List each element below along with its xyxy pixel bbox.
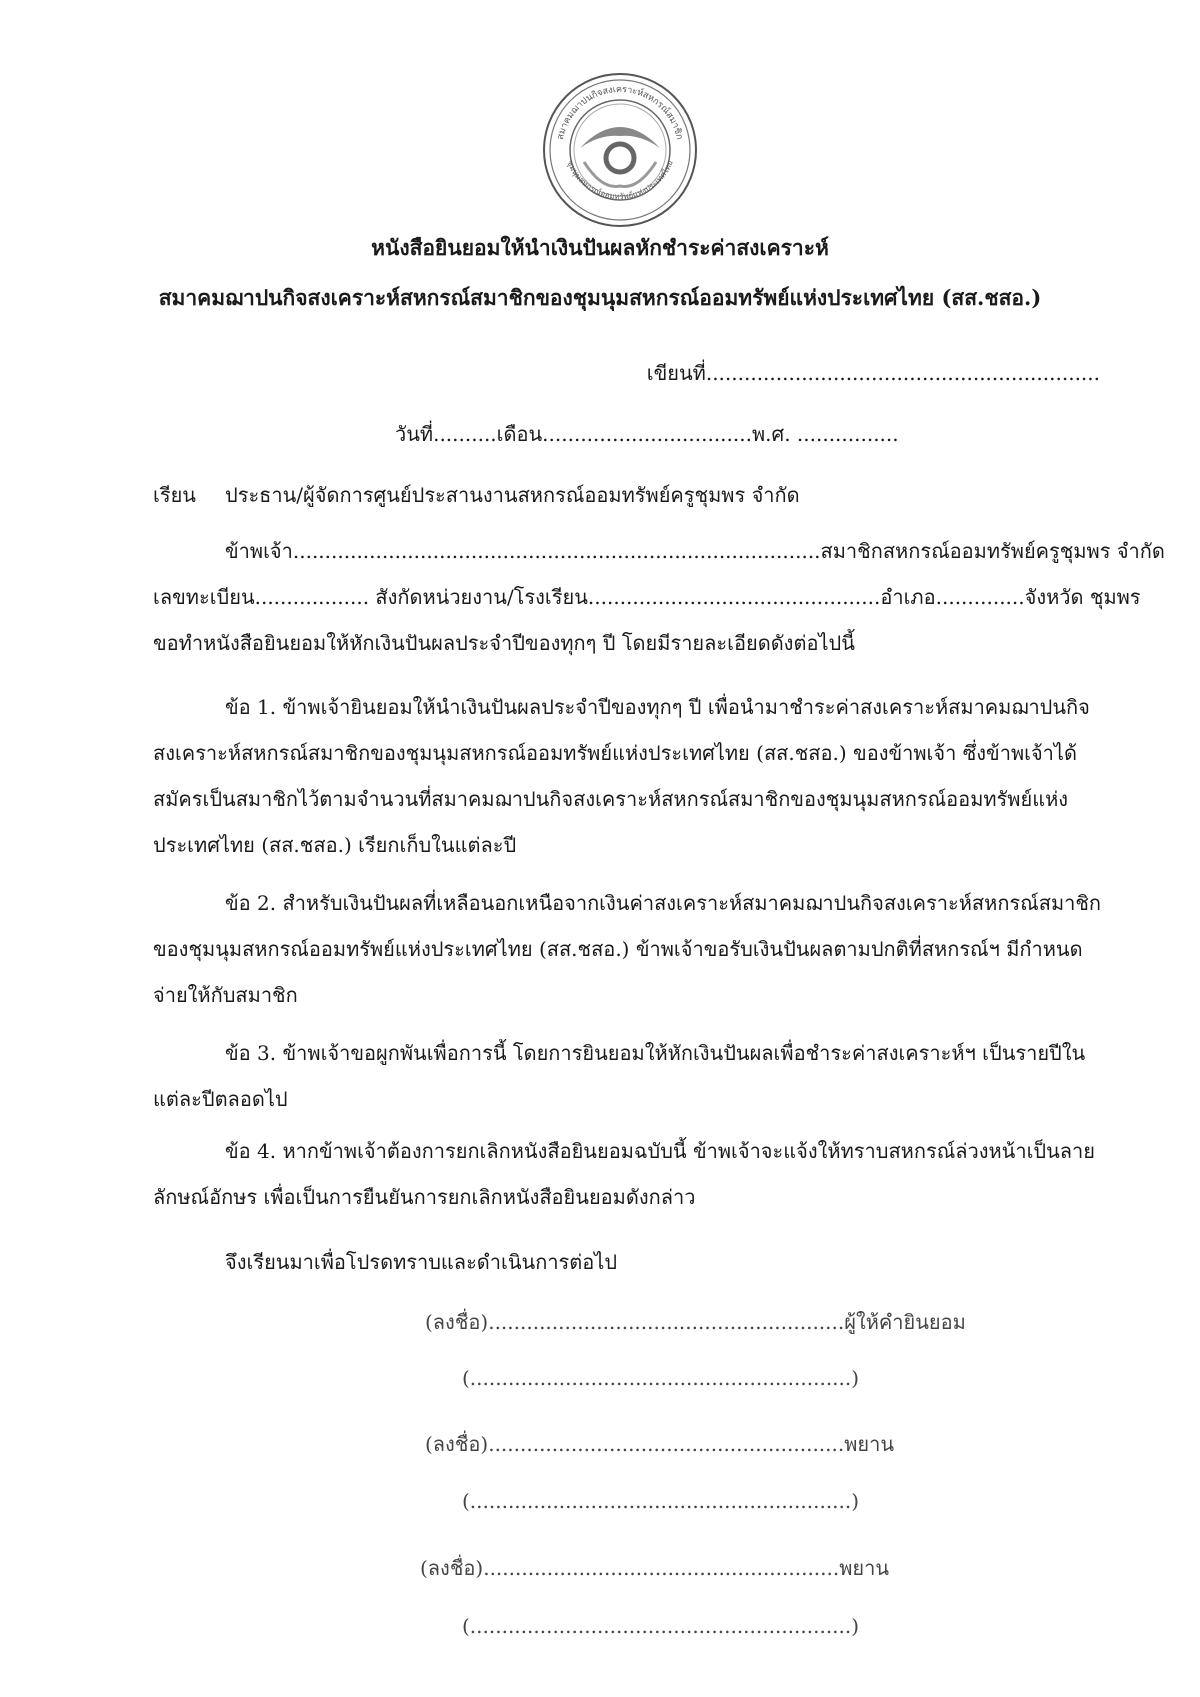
consenter-name-line[interactable]: (............................................................) (462, 1366, 860, 1390)
clause-1-line: สมัครเป็นสมาชิกไว้ตามจำนวนที่สมาคมฌาปนกิจสงเคราะห์สหกรณ์สมาชิกของชุมนุมสหกรณ์ออมทรัพย์แห่ง (153, 787, 1069, 811)
clause-3-line: ข้อ 3. ข้าพเจ้าขอผูกพันเพื่อการนี้ โดยการยินยอมให้หักเงินปันผลเพื่อชำระค่าสงเคราะห์ฯ เป็นรายปีใน (225, 1041, 1086, 1065)
closing-statement: จึงเรียนมาเพื่อโปรดทราบและดำเนินการต่อไป (225, 1250, 618, 1274)
document-title: หนังสือยินยอมให้นำเงินปันผลหักชำระค่าสงเคราะห์ (371, 235, 829, 260)
seal-ring-bottom-text: ชุมนุมสหกรณ์ออมทรัพย์แห่งประเทศไทย (565, 159, 675, 202)
witness-2-name-line[interactable]: (............................................................) (462, 1614, 860, 1638)
salutation-label: เรียน (153, 483, 196, 507)
clause-2-line: ข้อ 2. สำหรับเงินปันผลที่เหลือนอกเหนือจากเงินค่าสงเคราะห์สมาคมฌาปนกิจสงเคราะห์สหกรณ์สมาชิก (225, 891, 1102, 915)
salutation-recipient: ประธาน/ผู้จัดการศูนย์ประสานงานสหกรณ์ออมทรัพย์ครูชุมพร จำกัด (225, 483, 800, 507)
intro-statement-line: ขอทำหนังสือยินยอมให้หักเงินปันผลประจำปีของทุกๆ ปี โดยมีรายละเอียดดังต่อไปนี้ (153, 631, 855, 655)
witness-1-name-line[interactable]: (............................................................) (462, 1489, 860, 1513)
clause-3 (153, 1030, 1100, 1122)
clause-1-line: สงเคราะห์สหกรณ์สมาชิกของชุมนุมสหกรณ์ออมทรัพย์แห่งประเทศไทย (สส.ชสอ.) ของข้าพเจ้า ซึ่งข้าพเจ้าได้ (153, 741, 1077, 765)
consenter-signature-line[interactable]: (ลงชื่อ)........................................................ผู้ให้คำยินยอม (425, 1310, 966, 1334)
clause-3-line: แต่ละปีตลอดไป (153, 1087, 288, 1111)
clause-4-line: ข้อ 4. หากข้าพเจ้าต้องการยกเลิกหนังสือยินยอมฉบับนี้ ข้าพเจ้าจะแจ้งให้ทราบสหกรณ์ล่วงหน้าเป็นลาย (225, 1139, 1095, 1163)
intro-name-line[interactable]: ข้าพเจ้า...................................................................................สมาชิกสหกรณ์ออมทรัพย์ครูชุมพร จำกัด (225, 539, 1165, 563)
association-seal-logo (540, 70, 700, 230)
intro-registration-line[interactable]: เลขทะเบียน.................. สังกัดหน่วยงาน/โรงเรียน..............................................อำเภอ..............จังหวัด ชุมพร (153, 585, 1141, 609)
clause-1 (153, 684, 1100, 868)
intro-section (153, 528, 1165, 666)
clause-2-line: ของชุมนุมสหกรณ์ออมทรัพย์แห่งประเทศไทย (สส.ชสอ.) ข้าพเจ้าขอรับเงินปันผลตามปกติที่สหกรณ์ฯ มีกำหนด (153, 937, 1083, 961)
clause-4-line: ลักษณ์อักษร เพื่อเป็นการยืนยันการยกเลิกหนังสือยินยอมดังกล่าว (153, 1185, 696, 1209)
clause-1-line: ประเทศไทย (สส.ชสอ.) เรียกเก็บในแต่ละปี (153, 833, 517, 857)
clause-4 (153, 1128, 1100, 1220)
clause-2 (153, 880, 1100, 1018)
document-subtitle: สมาคมฌาปนกิจสงเคราะห์สหกรณ์สมาชิกของชุมนุมสหกรณ์ออมทรัพย์แห่งประเทศไทย (สส.ชสอ.) (158, 285, 1042, 310)
clause-1-line: ข้อ 1. ข้าพเจ้ายินยอมให้นำเงินปันผลประจำปีของทุกๆ ปี เพื่อนำมาชำระค่าสงเคราะห์สมาคมฌาปนกิจ (225, 695, 1090, 719)
date-field[interactable]: วันที่..........เดือน.................................พ.ศ. ................ (395, 422, 899, 446)
written-at-field[interactable]: เขียนที่.............................................................. (646, 361, 1100, 385)
witness-2-signature-line[interactable]: (ลงชื่อ)........................................................พยาน (420, 1556, 890, 1580)
seal-ring-top-text: สมาคมฌาปนกิจสงเคราะห์สหกรณ์สมาชิก (555, 84, 685, 141)
clause-2-line: จ่ายให้กับสมาชิก (153, 983, 298, 1007)
witness-1-signature-line[interactable]: (ลงชื่อ)........................................................พยาน (425, 1432, 895, 1456)
